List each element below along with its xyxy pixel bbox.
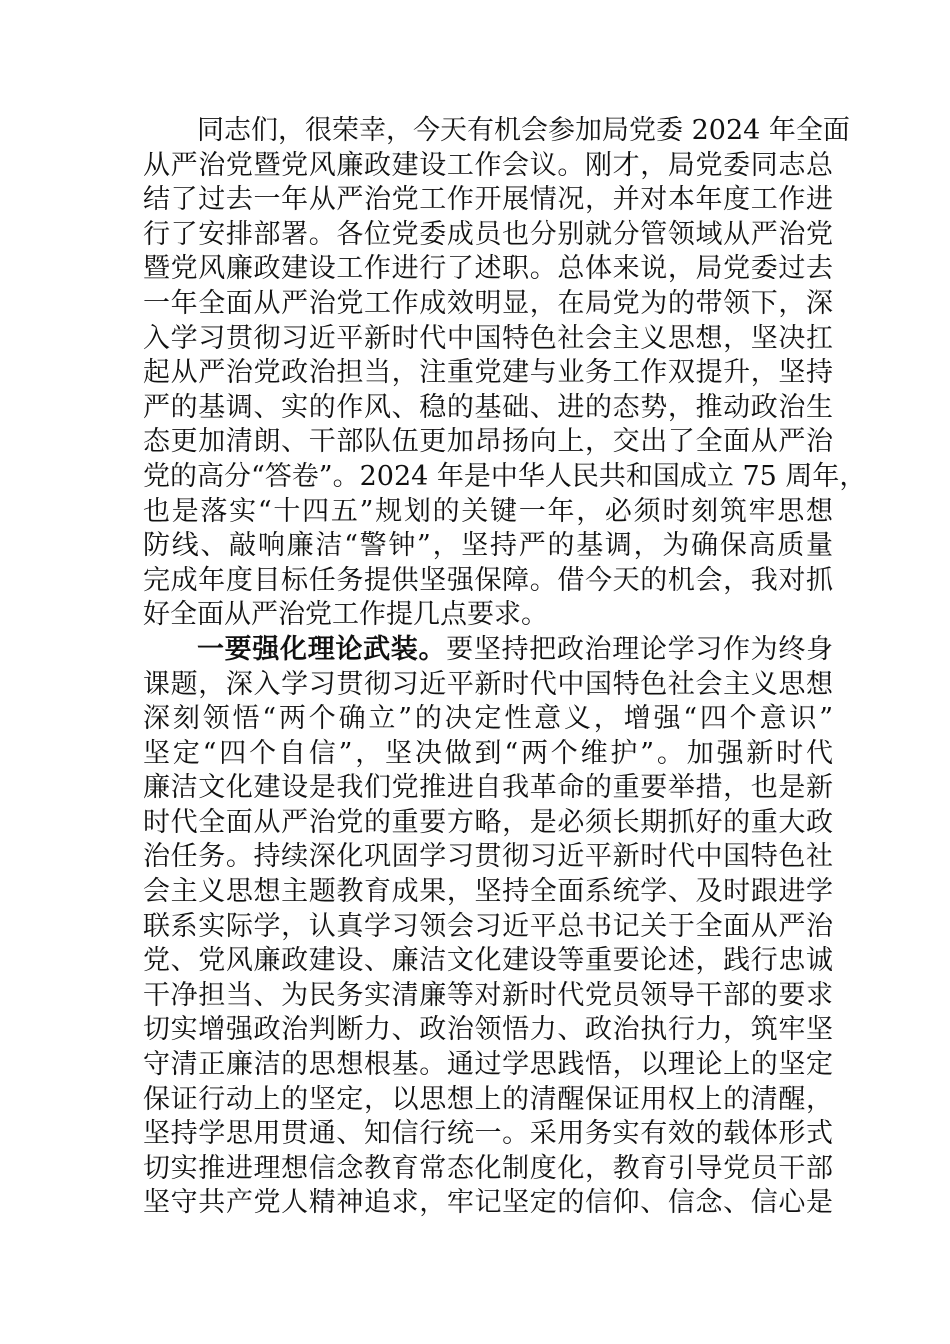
text-line: 党的高分“答卷”。2024 年是中华人民共和国成立 75 周年，	[143, 460, 867, 492]
text-line: 坚持学思用贯通、知信行统一。采用务实有效的载体形式	[143, 1118, 833, 1150]
text-line: 入学习贯彻习近平新时代中国特色社会主义思想，坚决扛	[143, 322, 833, 354]
text-line: 态更加清朗、干部队伍更加昂扬向上，交出了全面从严治	[143, 426, 833, 458]
document-body	[143, 114, 867, 1221]
text-line: 也是落实“十四五”规划的关键一年，必须时刻筑牢思想	[143, 495, 833, 527]
text-line: 会主义思想主题教育成果，坚持全面系统学、及时跟进学	[143, 876, 833, 908]
text-line: 严的基调、实的作风、稳的基础、进的态势，推动政治生	[143, 391, 833, 423]
text-line: 深刻领悟“两个确立”的决定性意义，增强“四个意识”	[143, 703, 833, 735]
paragraph-opening	[143, 114, 867, 633]
text-line: 廉洁文化建设是我们党推进自我革命的重要举措，也是新	[143, 772, 833, 804]
section-heading: 一要强化理论武装。	[197, 633, 447, 665]
text-line: 时代全面从严治党的重要方略，是必须长期抓好的重大政	[143, 806, 833, 838]
text-line: 守清正廉洁的思想根基。通过学思践悟，以理论上的坚定	[143, 1049, 833, 1081]
text-line: 暨党风廉政建设工作进行了述职。总体来说，局党委过去	[143, 253, 833, 285]
text-line: 党、党风廉政建设、廉洁文化建设等重要论述，践行忠诚	[143, 945, 833, 977]
text-line: 结了过去一年从严治党工作开展情况，并对本年度工作进	[143, 184, 833, 216]
text-line: 切实推进理想信念教育常态化制度化，教育引导党员干部	[143, 1152, 833, 1184]
text-line: 起从严治党政治担当，注重党建与业务工作双提升，坚持	[143, 357, 833, 389]
text-line: 切实增强政治判断力、政治领悟力、政治执行力，筑牢坚	[143, 1014, 833, 1046]
section-first-line-text: 要坚持把政治理论学习作为终身	[446, 633, 834, 665]
text-line: 同志们，很荣幸，今天有机会参加局党委 2024 年全面	[197, 115, 850, 146]
text-line: 联系实际学，认真学习领会习近平总书记关于全面从严治	[143, 910, 833, 942]
text-line: 治任务。持续深化巩固学习贯彻习近平新时代中国特色社	[143, 841, 833, 873]
text-line: 课题，深入学习贯彻习近平新时代中国特色社会主义思想	[143, 668, 833, 700]
text-line: 干净担当、为民务实清廉等对新时代党员领导干部的要求	[143, 979, 833, 1011]
text-line: 从严治党暨党风廉政建设工作会议。刚才，局党委同志总	[143, 149, 833, 181]
text-line: 坚守共产党人精神追求，牢记坚定的信仰、信念、信心是	[143, 1187, 833, 1219]
text-line: 保证行动上的坚定，以思想上的清醒保证用权上的清醒，	[143, 1083, 833, 1115]
text-line: 坚定“四个自信”，坚决做到“两个维护”。加强新时代	[143, 737, 833, 769]
paragraph-section-one	[143, 633, 833, 1221]
text-line: 防线、敲响廉洁“警钟”，坚持严的基调，为确保高质量	[143, 530, 833, 562]
text-line: 完成年度目标任务提供坚强保障。借今天的机会，我对抓	[143, 564, 833, 596]
text-line: 行了安排部署。各位党委成员也分别就分管领域从严治党	[143, 218, 833, 250]
text-line: 好全面从严治党工作提几点要求。	[143, 599, 548, 631]
text-line	[143, 633, 833, 668]
text-line: 一年全面从严治党工作成效明显，在局党为的带领下，深	[143, 287, 833, 319]
